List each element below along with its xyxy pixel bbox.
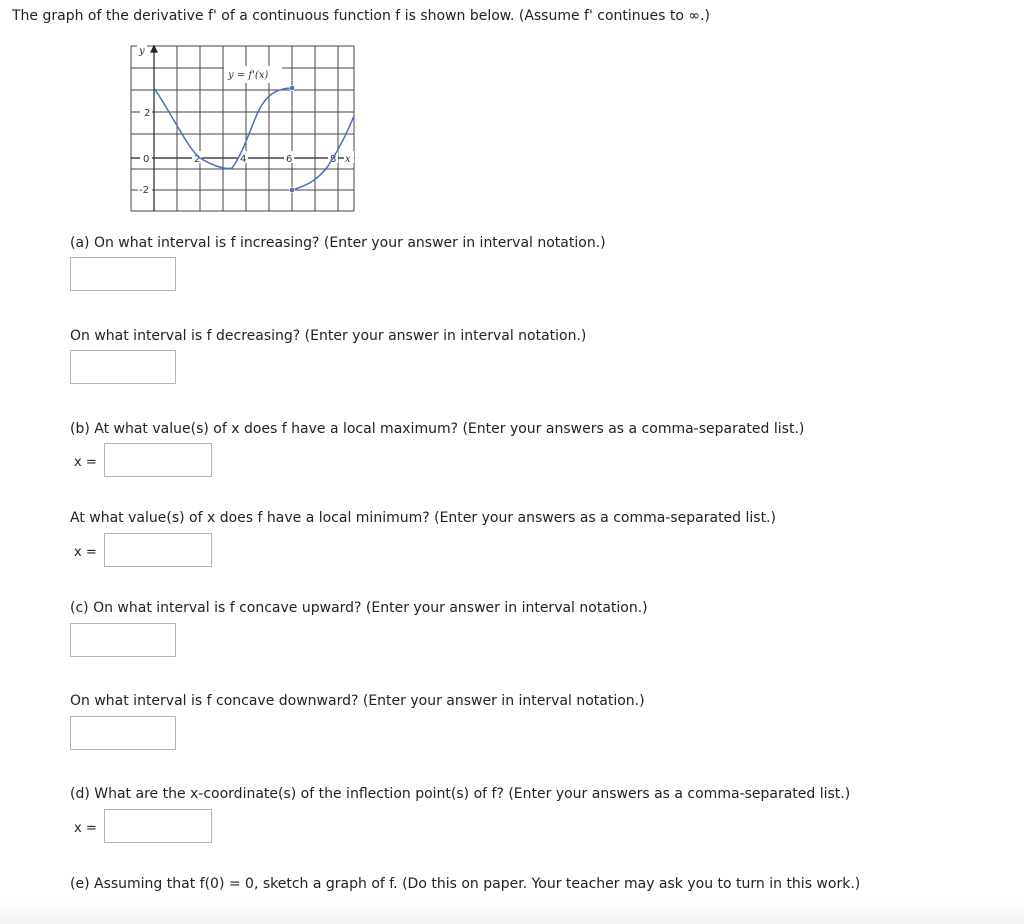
endpoint-closed-bottom	[289, 187, 294, 192]
question-b-min: At what value(s) of x does f have a local minimum? (Enter your answers as a comma-separated list.)	[70, 510, 776, 526]
question-a-increasing: (a) On what interval is f increasing? (Enter your answer in interval notation.)	[70, 235, 606, 251]
y-axis-arrow	[151, 46, 157, 52]
question-e-sketch: (e) Assuming that f(0) = 0, sketch a graph of f. (Do this on paper. Your teacher may ask you to turn in this work.)	[70, 876, 861, 892]
tick-x-4: 4	[240, 154, 247, 165]
derivative-curve	[154, 88, 354, 190]
answer-d-inflection-input[interactable]	[104, 809, 212, 843]
question-c-concave-up: (c) On what interval is f concave upward? (Enter your answer in interval notation.)	[70, 600, 648, 616]
x-equals-label: x =	[74, 821, 97, 836]
tick-x-2: 2	[194, 154, 201, 165]
tick-x-0: 0	[143, 154, 150, 165]
answer-b-max-input[interactable]	[104, 443, 212, 477]
answer-c-concave-up-input[interactable]	[70, 623, 176, 657]
question-d-inflection: (d) What are the x-coordinate(s) of the inflection point(s) of f? (Enter your answers as a comma-separated list.)	[70, 786, 851, 802]
endpoint-closed-top	[289, 85, 294, 90]
derivative-graph	[128, 44, 358, 214]
answer-c-concave-down-input[interactable]	[70, 716, 176, 750]
answer-a-increasing-input[interactable]	[70, 257, 176, 291]
tick-y-2: 2	[144, 108, 151, 119]
answer-a-decreasing-input[interactable]	[70, 350, 176, 384]
x-equals-label: x =	[74, 545, 97, 560]
question-c-concave-down: On what interval is f concave downward? (Enter your answer in interval notation.)	[70, 693, 645, 709]
tick-x-8: 8	[330, 154, 337, 165]
answer-b-min-input[interactable]	[104, 533, 212, 567]
problem-intro: The graph of the derivative f' of a continuous function f is shown below. (Assume f' continues to ∞.)	[12, 8, 710, 24]
tick-x-6: 6	[286, 154, 293, 165]
question-b-max: (b) At what value(s) of x does f have a local maximum? (Enter your answers as a comma-separated list.)	[70, 421, 805, 437]
x-equals-label: x =	[74, 455, 97, 470]
curve-label: y = f'(x)	[228, 70, 269, 81]
y-axis-label: y	[139, 46, 145, 57]
x-axis-label: x	[345, 154, 351, 165]
question-a-decreasing: On what interval is f decreasing? (Enter your answer in interval notation.)	[70, 328, 587, 344]
page-bottom-fade	[0, 900, 1024, 924]
tick-y-neg2: -2	[139, 185, 149, 196]
